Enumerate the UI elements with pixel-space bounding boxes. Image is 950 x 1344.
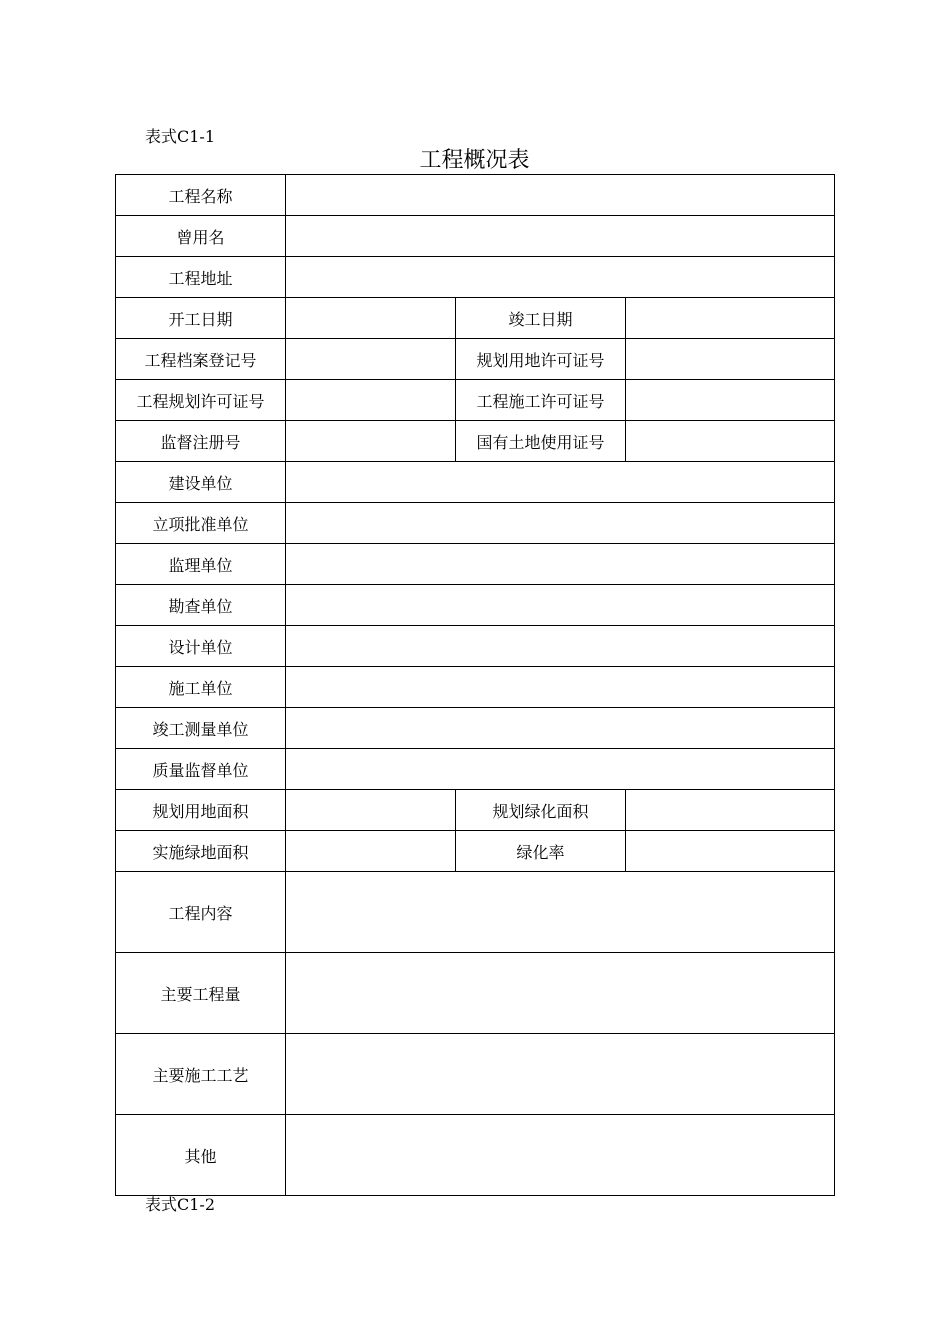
land-use-planning-permit-no-label: 规划用地许可证号 (456, 339, 626, 380)
green-ratio-field[interactable] (626, 831, 835, 872)
former-name-label: 曾用名 (116, 216, 286, 257)
main-quantities-field[interactable] (286, 953, 835, 1034)
supervision-registration-no-label: 监督注册号 (116, 421, 286, 462)
table-row-main-quantities (116, 953, 835, 1034)
main-quantities-label: 主要工程量 (116, 953, 286, 1034)
project-content-label: 工程内容 (116, 872, 286, 953)
planned-green-area-label: 规划绿化面积 (456, 790, 626, 831)
table-row-green-area-and-ratio (116, 831, 835, 872)
project-address-label: 工程地址 (116, 257, 286, 298)
form-code-bottom: 表式C1-2 (145, 1195, 216, 1214)
table-row-main-construction-process (116, 1034, 835, 1115)
completion-date-field[interactable] (626, 298, 835, 339)
table-row-project-approval-unit (116, 503, 835, 544)
quality-supervision-unit-field[interactable] (286, 749, 835, 790)
land-use-planning-permit-no-field[interactable] (626, 339, 835, 380)
construction-unit-field[interactable] (286, 462, 835, 503)
table-row-project-content (116, 872, 835, 953)
project-approval-unit-field[interactable] (286, 503, 835, 544)
table-row-dates (116, 298, 835, 339)
completion-survey-unit-field[interactable] (286, 708, 835, 749)
project-name-label: 工程名称 (116, 175, 286, 216)
table-row-survey-unit (116, 585, 835, 626)
design-unit-field[interactable] (286, 626, 835, 667)
main-construction-process-label: 主要施工工艺 (116, 1034, 286, 1115)
actual-green-area-field[interactable] (286, 831, 456, 872)
table-row-land-and-green-area (116, 790, 835, 831)
actual-green-area-label: 实施绿地面积 (116, 831, 286, 872)
table-row-supervision-unit (116, 544, 835, 585)
table-row-former-name (116, 216, 835, 257)
supervision-registration-no-field[interactable] (286, 421, 456, 462)
page-title: 工程概况表 (419, 148, 530, 173)
table-row-quality-supervision-unit (116, 749, 835, 790)
construction-permit-no-field[interactable] (626, 380, 835, 421)
design-unit-label: 设计单位 (116, 626, 286, 667)
former-name-field[interactable] (286, 216, 835, 257)
form-code-top: 表式C1-1 (145, 127, 216, 146)
table-row-other (116, 1115, 835, 1196)
construction-permit-no-label: 工程施工许可证号 (456, 380, 626, 421)
completion-survey-unit-label: 竣工测量单位 (116, 708, 286, 749)
start-date-field[interactable] (286, 298, 456, 339)
table-row-contractor-unit (116, 667, 835, 708)
planned-land-area-field[interactable] (286, 790, 456, 831)
engineering-planning-permit-no-label: 工程规划许可证号 (116, 380, 286, 421)
project-approval-unit-label: 立项批准单位 (116, 503, 286, 544)
table-row-construction-unit (116, 462, 835, 503)
completion-date-label: 竣工日期 (456, 298, 626, 339)
contractor-unit-label: 施工单位 (116, 667, 286, 708)
quality-supervision-unit-label: 质量监督单位 (116, 749, 286, 790)
engineering-planning-permit-no-field[interactable] (286, 380, 456, 421)
supervision-unit-label: 监理单位 (116, 544, 286, 585)
other-field[interactable] (286, 1115, 835, 1196)
survey-unit-field[interactable] (286, 585, 835, 626)
planned-land-area-label: 规划用地面积 (116, 790, 286, 831)
project-overview-table (115, 174, 835, 1196)
project-content-field[interactable] (286, 872, 835, 953)
table-row-archive-and-land-permit (116, 339, 835, 380)
state-land-use-certificate-no-label: 国有土地使用证号 (456, 421, 626, 462)
table-row-project-address (116, 257, 835, 298)
table-row-design-unit (116, 626, 835, 667)
survey-unit-label: 勘查单位 (116, 585, 286, 626)
contractor-unit-field[interactable] (286, 667, 835, 708)
project-name-field[interactable] (286, 175, 835, 216)
construction-unit-label: 建设单位 (116, 462, 286, 503)
other-label: 其他 (116, 1115, 286, 1196)
table-row-project-name (116, 175, 835, 216)
planned-green-area-field[interactable] (626, 790, 835, 831)
supervision-unit-field[interactable] (286, 544, 835, 585)
project-address-field[interactable] (286, 257, 835, 298)
table-row-planning-and-construction-permit (116, 380, 835, 421)
start-date-label: 开工日期 (116, 298, 286, 339)
archive-registration-no-field[interactable] (286, 339, 456, 380)
main-construction-process-field[interactable] (286, 1034, 835, 1115)
table-row-completion-survey-unit (116, 708, 835, 749)
state-land-use-certificate-no-field[interactable] (626, 421, 835, 462)
archive-registration-no-label: 工程档案登记号 (116, 339, 286, 380)
green-ratio-label: 绿化率 (456, 831, 626, 872)
table-row-supervision-and-land-cert (116, 421, 835, 462)
